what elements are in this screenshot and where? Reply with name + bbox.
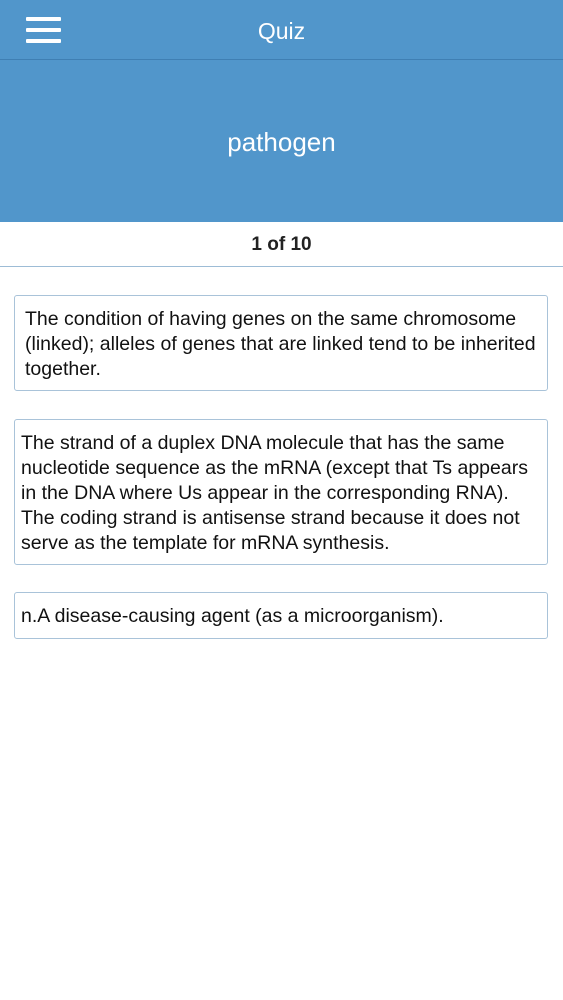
- progress-indicator: [0, 222, 563, 267]
- answer-option-2[interactable]: [14, 419, 548, 565]
- answer-option-text: The condition of having genes on the same chromosome (linked); alleles of genes that are linked tend to be inherited together.: [25, 308, 536, 380]
- question-word: pathogen: [227, 127, 336, 157]
- answer-option-1[interactable]: [14, 295, 548, 391]
- answer-option-text: n.A disease-causing agent (as a microorganism).: [21, 605, 444, 627]
- answer-option-text: The strand of a duplex DNA molecule that has the same nucleotide sequence as the mRNA (except that Ts appears in the DNA where Us appear in the corresponding RNA). The coding strand is antisense strand because it does not serve as the template for mRNA synthesis.: [21, 432, 528, 554]
- page-title: Quiz: [257, 18, 306, 44]
- question-banner: [0, 60, 563, 222]
- top-bar: [0, 0, 563, 60]
- progress-text: 1 of 10: [251, 234, 312, 255]
- answer-option-3[interactable]: [14, 592, 548, 639]
